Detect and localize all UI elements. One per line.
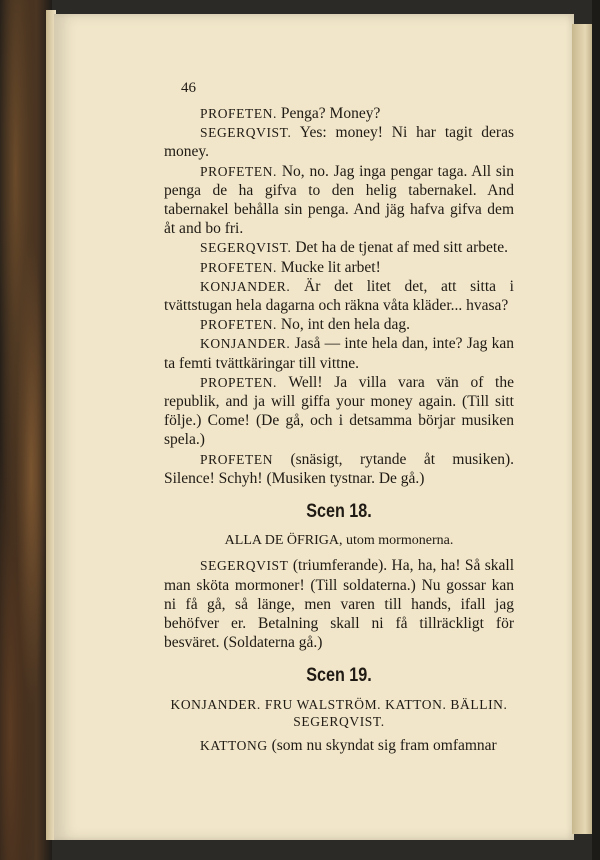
dialogue-line	[164, 123, 514, 161]
speaker: SEGERQVIST.	[200, 125, 292, 141]
scene-19-heading: Scen 19.	[306, 665, 372, 687]
speaker: SEGERQVIST	[200, 558, 289, 574]
line-text: (snäsigt, rytande åt musiken). Silence! Schyh! (Musiken tystnar. De gå.)	[164, 450, 514, 487]
line-text: Penga? Money?	[277, 105, 381, 122]
line-text: Det ha de tjenat af med sitt arbete.	[291, 239, 508, 257]
line-text: No, int den hela dag.	[277, 316, 411, 334]
dialogue-line	[164, 258, 514, 277]
dialogue-line	[164, 162, 514, 239]
scene-18-line	[164, 556, 514, 652]
line-text: Jaså — inte hela dan, inte? Jag kan ta femti tvättkäringar till vittne.	[164, 335, 514, 372]
line-text: Yes: money! Ni har tagit deras money.	[164, 124, 514, 161]
scene-19-cast: KONJANDER. FRU WALSTRÖM. KATTON. BÄLLIN. SEGERQVIST.	[170, 696, 508, 729]
dialogue-line	[164, 315, 514, 334]
scene-18-heading: Scen 18.	[306, 501, 372, 523]
speaker: KATTONG	[200, 737, 268, 753]
speaker: PROFETEN.	[200, 259, 278, 275]
speaker: PROFETEN.	[200, 317, 278, 333]
line-text: (triumferande). Ha, ha, ha! Så skall man sköta mormoner! (Till soldaterna.) Nu gossar kan ni få gå, så länge, men varen till hands, ifall jag behöfver er. Betalning skall ni få tillräckligt för besväret. (Soldaterna gå.)	[164, 557, 514, 652]
line-text: Mucke lit arbet!	[277, 258, 381, 276]
dialogue-line	[164, 277, 514, 315]
line-text: (som nu skyndat sig fram omfamnar	[271, 736, 497, 754]
speaker: PROFETEN	[200, 451, 274, 467]
line-text: Är det litet det, att sitta i tvättstugan hela dagarna och räkna våta kläder... hvasa?	[164, 277, 514, 315]
speaker: PROFETEN.	[200, 163, 278, 179]
page-text	[164, 74, 514, 755]
dialogue-line	[164, 373, 514, 450]
dialogue-line	[164, 104, 514, 123]
speaker: KONJANDER.	[200, 278, 291, 294]
dialogue-line	[164, 450, 514, 488]
next-page-edge	[572, 24, 594, 834]
speaker: KONJANDER.	[200, 336, 291, 352]
book-cover-left	[0, 0, 52, 860]
scene-18-cast: ALLA DE ÖFRIGA, utom mormonerna.	[224, 533, 454, 549]
scene-19-line	[164, 736, 514, 755]
page-number: 46	[181, 80, 196, 96]
dialogue-line	[164, 334, 514, 372]
speaker: PROPETEN.	[200, 374, 278, 390]
line-text: Well! Ja villa vara vän of the republik, and ja will giffa your money again. (Till sitt följe.) Come! (De gå, och i detsamma börjar musiken spela.)	[164, 373, 514, 449]
line-text: No, no. Jag inga pengar taga. All sin penga de ha gifva to den helig tabernakel. And tabernakel behålla sin penga. And jäg hafva gifva dem åt and bo fri.	[164, 162, 514, 238]
speaker: PROFETEN.	[200, 106, 278, 121]
book-cover-right	[592, 0, 600, 860]
speaker: SEGERQVIST.	[200, 240, 292, 256]
dialogue-block	[164, 104, 514, 488]
dialogue-line	[164, 238, 514, 257]
